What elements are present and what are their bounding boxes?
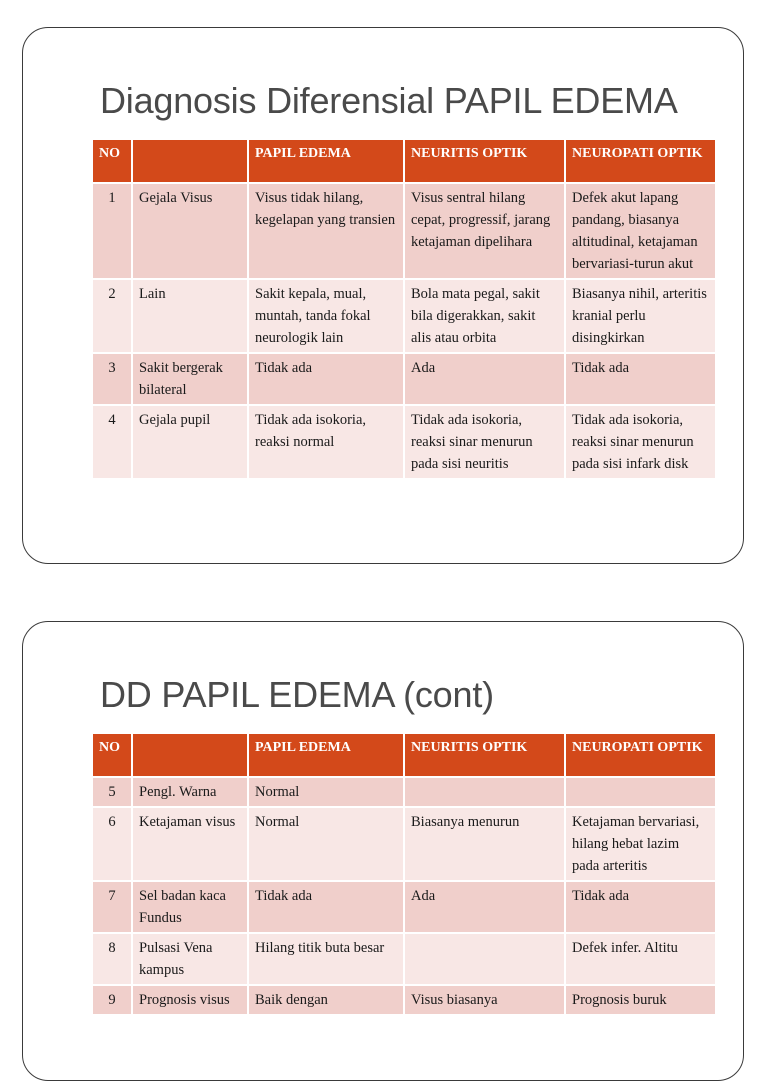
cell-papil-edema: Tidak ada isokoria, reaksi normal: [248, 405, 404, 479]
row-number: 3: [92, 353, 132, 405]
cell-neuropati-optik: [565, 777, 716, 807]
row-number: 2: [92, 279, 132, 353]
cell-neuritis-optik: [404, 933, 565, 985]
row-number: 5: [92, 777, 132, 807]
cell-neuropati-optik: Tidak ada: [565, 881, 716, 933]
table-row: [92, 881, 716, 933]
table-row: [92, 279, 716, 353]
header-papil-edema: PAPIL EDEMA: [248, 733, 404, 777]
row-number: 1: [92, 183, 132, 279]
cell-neuritis-optik: Visus biasanya: [404, 985, 565, 1015]
cell-papil-edema: Tidak ada: [248, 881, 404, 933]
cell-papil-edema: Tidak ada: [248, 353, 404, 405]
diagnosis-table: [91, 732, 717, 1016]
table-header-row: [92, 733, 716, 777]
table-row: [92, 807, 716, 881]
row-number: 4: [92, 405, 132, 479]
row-item: Gejala pupil: [132, 405, 248, 479]
cell-neuritis-optik: Ada: [404, 881, 565, 933]
table-row: [92, 353, 716, 405]
slide-2: [22, 621, 744, 1081]
header-item: [132, 139, 248, 183]
cell-neuropati-optik: Defek infer. Altitu: [565, 933, 716, 985]
cell-neuropati-optik: Tidak ada: [565, 353, 716, 405]
header-neuropati-optik: NEUROPATI OPTIK: [565, 139, 716, 183]
slide-title: DD PAPIL EDEMA (cont): [100, 674, 494, 715]
cell-papil-edema: Baik dengan: [248, 985, 404, 1015]
cell-neuritis-optik: Bola mata pegal, sakit bila digerakkan, sakit alis atau orbita: [404, 279, 565, 353]
table-row: [92, 183, 716, 279]
row-number: 6: [92, 807, 132, 881]
cell-papil-edema: Sakit kepala, mual, muntah, tanda fokal neurologik lain: [248, 279, 404, 353]
table-row: [92, 933, 716, 985]
row-item: Gejala Visus: [132, 183, 248, 279]
row-item: Pulsasi Vena kampus: [132, 933, 248, 985]
header-neuritis-optik: NEURITIS OPTIK: [404, 139, 565, 183]
row-item: Lain: [132, 279, 248, 353]
table-row: [92, 777, 716, 807]
row-number: 8: [92, 933, 132, 985]
header-neuritis-optik: NEURITIS OPTIK: [404, 733, 565, 777]
row-item: Sel badan kaca Fundus: [132, 881, 248, 933]
slide-1: [22, 27, 744, 564]
row-item: Prognosis visus: [132, 985, 248, 1015]
cell-papil-edema: Visus tidak hilang, kegelapan yang transien: [248, 183, 404, 279]
row-item: Pengl. Warna: [132, 777, 248, 807]
header-no: NO: [92, 139, 132, 183]
cell-neuritis-optik: Tidak ada isokoria, reaksi sinar menurun pada sisi neuritis: [404, 405, 565, 479]
cell-neuritis-optik: Visus sentral hilang cepat, progressif, jarang ketajaman dipelihara: [404, 183, 565, 279]
cell-papil-edema: Hilang titik buta besar: [248, 933, 404, 985]
cell-neuritis-optik: Ada: [404, 353, 565, 405]
diagnosis-table: [91, 138, 717, 480]
slide-title: Diagnosis Diferensial PAPIL EDEMA: [100, 80, 678, 121]
header-item: [132, 733, 248, 777]
row-item: Ketajaman visus: [132, 807, 248, 881]
cell-papil-edema: Normal: [248, 807, 404, 881]
cell-neuritis-optik: Biasanya menurun: [404, 807, 565, 881]
cell-neuropati-optik: Ketajaman bervariasi, hilang hebat lazim pada arteritis: [565, 807, 716, 881]
cell-neuropati-optik: Biasanya nihil, arteritis kranial perlu disingkirkan: [565, 279, 716, 353]
header-papil-edema: PAPIL EDEMA: [248, 139, 404, 183]
header-no: NO: [92, 733, 132, 777]
row-number: 7: [92, 881, 132, 933]
cell-neuropati-optik: Tidak ada isokoria, reaksi sinar menurun pada sisi infark disk: [565, 405, 716, 479]
cell-neuropati-optik: Prognosis buruk: [565, 985, 716, 1015]
table-row: [92, 405, 716, 479]
cell-neuropati-optik: Defek akut lapang pandang, biasanya altitudinal, ketajaman bervariasi-turun akut: [565, 183, 716, 279]
cell-papil-edema: Normal: [248, 777, 404, 807]
table-header-row: [92, 139, 716, 183]
table-row: [92, 985, 716, 1015]
header-neuropati-optik: NEUROPATI OPTIK: [565, 733, 716, 777]
row-item: Sakit bergerak bilateral: [132, 353, 248, 405]
cell-neuritis-optik: [404, 777, 565, 807]
row-number: 9: [92, 985, 132, 1015]
